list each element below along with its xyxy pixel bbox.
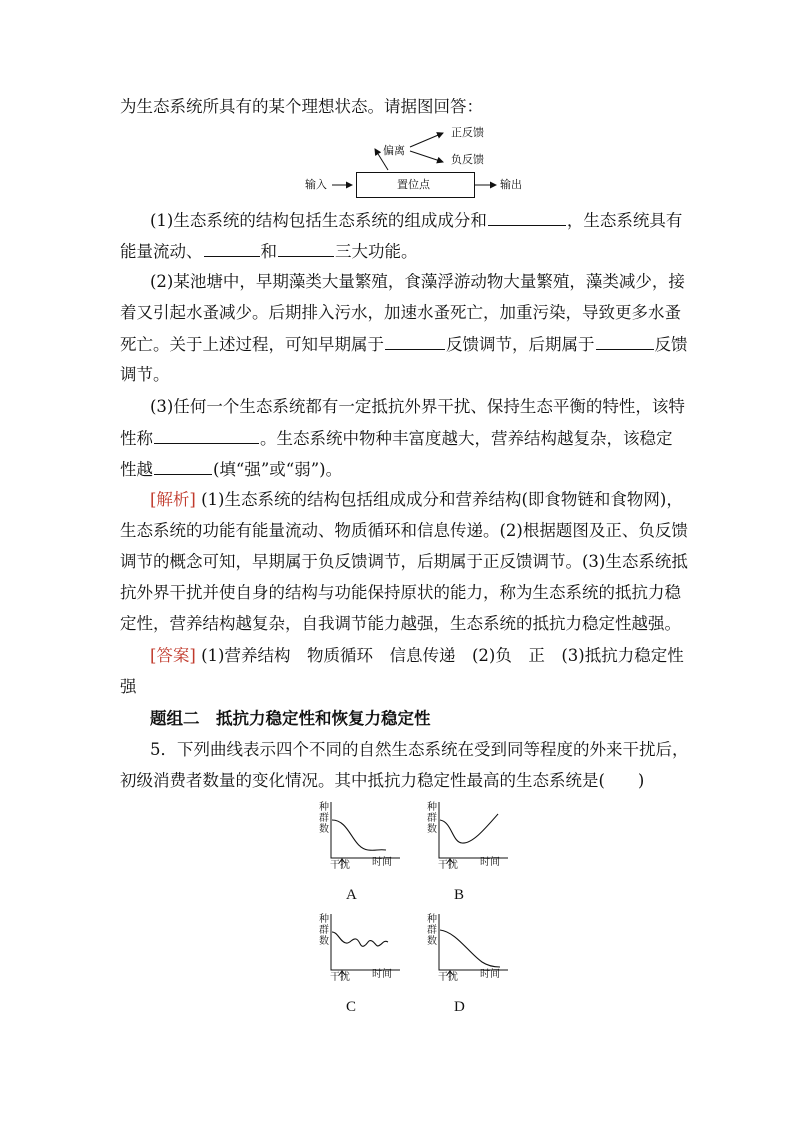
positive-feedback-label: 正反馈 <box>451 126 484 139</box>
output-label: 输出 <box>500 178 522 191</box>
setpoint-label: 置位点 <box>397 178 430 191</box>
q2-line-2: 着又引起水蚤减少。后期排入污水，加速水蚤死亡，加重污染，导致更多水蚤 <box>120 303 681 322</box>
answer-tag: [答案] <box>150 646 196 665</box>
disturbance-label: 干扰 <box>330 972 350 983</box>
y-axis-char: 群 <box>319 813 329 824</box>
time-label: 时间 <box>372 969 392 980</box>
q2-blank-2[interactable] <box>596 334 654 350</box>
negative-feedback-label: 负反馈 <box>451 153 484 166</box>
intro-line: 为生态系统所具有的某个理想状态。请据图回答： <box>120 97 483 116</box>
population-curve <box>332 820 386 850</box>
y-axis-char: 种 <box>427 802 437 813</box>
q3-blank-2[interactable] <box>154 459 212 475</box>
q2-line-4: 调节。 <box>120 365 170 384</box>
graph-axes <box>439 914 508 970</box>
y-axis-char: 数 <box>427 824 437 835</box>
option-caption-a[interactable]: A <box>346 887 357 903</box>
analysis-tag: [解析] <box>150 490 196 509</box>
answer-line-1: [答案] (1)营养结构 物质循环 信息传递 (2)负 正 (3)抵抗力稳定性 <box>150 646 684 665</box>
time-label: 时间 <box>372 857 392 868</box>
population-curve <box>440 930 500 967</box>
q1-blank-1[interactable] <box>488 210 566 226</box>
analysis-line-3: 调节的概念可知，早期属于负反馈调节，后期属于正反馈调节。(3)生态系统抵 <box>120 552 688 571</box>
option-caption-d[interactable]: D <box>454 999 465 1015</box>
population-curve <box>440 814 498 843</box>
q1-line-2: 能量流动、 和 三大功能。 <box>120 242 418 261</box>
time-label: 时间 <box>480 857 500 868</box>
q2-line-3: 死亡。关于上述过程，可知早期属于 反馈调节，后期属于 反馈 <box>120 335 688 354</box>
y-axis-label <box>319 802 329 835</box>
q3-blank-1[interactable] <box>154 428 259 444</box>
time-label: 时间 <box>480 969 500 980</box>
positive-arrow <box>410 133 443 147</box>
q3-line-2: 性称 。生态系统中物种丰富度越大，营养结构越复杂，该稳定 <box>120 429 673 448</box>
y-axis-label <box>427 802 437 835</box>
disturbance-label: 干扰 <box>438 860 458 871</box>
q1-blank-3[interactable] <box>278 241 334 257</box>
q5-line-2: 初级消费者数量的变化情况。其中抵抗力稳定性最高的生态系统是( ) <box>120 771 645 790</box>
y-axis-label <box>427 914 437 947</box>
q2-line-1: (2)某池塘中，早期藻类大量繁殖，食藻浮游动物大量繁殖，藻类减少，接 <box>150 272 685 291</box>
y-axis-char: 数 <box>319 936 329 947</box>
graph-axes <box>439 802 508 858</box>
q5-line-1: 5．下列曲线表示四个不同的自然生态系统在受到同等程度的外来干扰后， <box>150 740 689 759</box>
analysis-line-1: [解析] (1)生态系统的结构包括组成成分和营养结构(即食物链和食物网)， <box>150 490 683 509</box>
y-axis-char: 种 <box>319 914 329 925</box>
answer-line-2: 强 <box>120 677 137 696</box>
negative-arrow <box>410 151 443 162</box>
q3-line-1: (3)任何一个生态系统都有一定抵抗外界干扰、保持生态平衡的特性，该特 <box>150 397 685 416</box>
y-axis-char: 群 <box>427 813 437 824</box>
y-axis-char: 数 <box>427 936 437 947</box>
section-title: 题组二 抵抗力稳定性和恢复力稳定性 <box>150 709 431 728</box>
input-label: 输入 <box>305 178 327 191</box>
y-axis-label <box>319 914 329 947</box>
y-axis-char: 种 <box>319 802 329 813</box>
q1-line-1: (1)生态系统的结构包括生态系统的组成成分和 ，生态系统具有 <box>150 211 683 230</box>
disturbance-label: 干扰 <box>330 860 350 871</box>
option-caption-c[interactable]: C <box>346 999 357 1015</box>
analysis-line-2: 生态系统的功能有能量流动、物质循环和信息传递。(2)根据题图及正、负反馈 <box>120 521 688 540</box>
q2-blank-1[interactable] <box>385 334 445 350</box>
analysis-line-4: 抗外界干扰并使自身的结构与功能保持原状的能力，称为生态系统的抵抗力稳 <box>120 583 681 602</box>
option-caption-b[interactable]: B <box>454 887 465 903</box>
y-axis-char: 种 <box>427 914 437 925</box>
y-axis-char: 数 <box>319 824 329 835</box>
y-axis-char: 群 <box>319 925 329 936</box>
q1-blank-2[interactable] <box>204 241 260 257</box>
y-axis-char: 群 <box>427 925 437 936</box>
graph-axes <box>331 914 400 970</box>
q3-line-3: 性越 (填“强”或“弱”)。 <box>120 460 343 479</box>
disturbance-label: 干扰 <box>438 972 458 983</box>
deviation-label: 偏离 <box>383 144 405 157</box>
analysis-line-5: 定性，营养结构越复杂，自我调节能力越强，生态系统的抵抗力稳定性越强。 <box>120 614 681 633</box>
population-curve <box>332 932 388 946</box>
